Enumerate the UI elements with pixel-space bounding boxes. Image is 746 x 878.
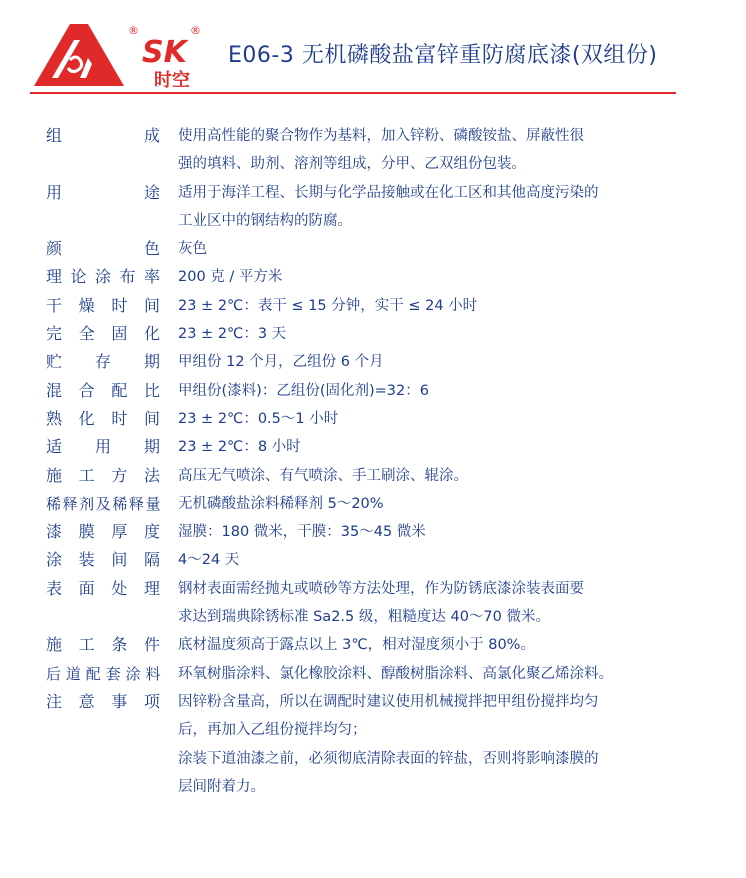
logo-brand-letters: SK [142,35,187,70]
spec-row [46,660,686,688]
spec-value [160,405,686,433]
spec-row [46,263,686,291]
spec-value [160,263,686,291]
spec-label: 适用期 [46,437,160,457]
spec-value-line: 因锌粉含量高，所以在调配时建议使用机械搅拌把甲组份搅拌均匀 [178,693,599,710]
spec-row [46,688,686,801]
spec-row [46,631,686,659]
spec-label: 表面处理 [46,578,160,598]
spec-value-line: 甲组份(漆料)：乙组份(固化剂)=32：6 [178,382,429,399]
spec-value-line: 高压无气喷涂、有气喷涂、手工刷涂、辊涂。 [178,467,468,484]
spec-row [46,320,686,348]
spec-label: 混合配比 [46,380,160,400]
spec-value-line: 层间附着力。 [178,778,265,795]
logo-registered-mark-right: ® [190,24,201,37]
spec-value-line: 23 ± 2℃：表干 ≤ 15 分钟，实干 ≤ 24 小时 [178,297,478,314]
spec-row [46,462,686,490]
spec-value-line: 钢材表面需经抛丸或喷砂等方法处理，作为防锈底漆涂装表面要 [178,580,584,597]
spec-value-line: 强的填料、助剂、溶剂等组成，分甲、乙双组份包装。 [178,156,526,173]
spec-value [160,433,686,461]
spec-label: 干燥时间 [46,295,160,315]
spec-value-line: 湿膜：180 微米，干膜：35～45 微米 [178,524,426,541]
spec-value-line: 后，再加入乙组份搅拌均匀； [178,722,367,739]
spec-row [46,292,686,320]
spec-value-line: 4～24 天 [178,552,240,569]
spec-value [160,235,686,263]
spec-label: 注意事项 [46,691,160,711]
spec-row [46,122,686,179]
product-title: E06-3 无机磷酸盐富锌重防腐底漆(双组份) [228,43,658,68]
spec-row [46,235,686,263]
spec-value [160,490,686,518]
spec-row [46,546,686,574]
spec-label: 完全固化 [46,324,160,344]
spec-list [46,122,686,801]
spec-value [160,122,686,179]
spec-value-line: 200 克 / 平方米 [178,269,283,286]
spec-label: 涂装间隔 [46,550,160,570]
spec-value [160,631,686,659]
spec-value [160,348,686,376]
spec-label: 施工条件 [46,635,160,655]
spec-row [46,490,686,518]
spec-row [46,405,686,433]
spec-value [160,518,686,546]
spec-row [46,518,686,546]
spec-label: 用途 [46,182,160,202]
header-divider [30,92,676,94]
spec-value-line: 灰色 [178,241,207,258]
spec-value-line: 求达到瑞典除锈标准 Sa2.5 级，粗糙度达 40～70 微米。 [178,609,550,626]
spec-value [160,292,686,320]
spec-value-line: 工业区中的钢结构的防腐。 [178,212,352,229]
spec-value-line: 无机磷酸盐涂料稀释剂 5～20% [178,495,384,512]
spec-value-line: 使用高性能的聚合物作为基料，加入锌粉、磷酸铵盐、屏蔽性很 [178,128,584,144]
spec-row [46,348,686,376]
spec-value-line: 底材温度须高于露点以上 3℃，相对湿度须小于 80%。 [178,637,535,654]
spec-label: 稀释剂及稀释量 [46,494,160,513]
spec-label: 后道配套涂料 [46,664,160,683]
brand-logo [30,18,210,90]
spec-value [160,688,686,801]
spec-value [160,575,686,632]
spec-value-line: 23 ± 2℃：3 天 [178,326,287,343]
spec-value-line: 环氧树脂涂料、氯化橡胶涂料、醇酸树脂涂料、高氯化聚乙烯涂料。 [178,665,613,682]
spec-label: 施工方法 [46,465,160,485]
spec-row [46,575,686,632]
spec-row [46,179,686,236]
spec-value [160,660,686,688]
spec-label: 组成 [46,126,160,145]
spec-value-line: 23 ± 2℃：0.5～1 小时 [178,410,339,427]
spec-value [160,320,686,348]
spec-value-line: 23 ± 2℃：8 小时 [178,439,301,456]
spec-value [160,546,686,574]
spec-value-line: 涂装下道油漆之前，必须彻底清除表面的锌盐，否则将影响漆膜的 [178,750,599,767]
spec-value [160,377,686,405]
spec-value [160,179,686,236]
spec-value-line: 甲组份 12 个月，乙组份 6 个月 [178,354,384,371]
spec-row [46,377,686,405]
spec-row [46,433,686,461]
logo-registered-mark-left: ® [128,24,139,37]
logo-brand-cn: 时空 [154,70,190,90]
spec-label: 贮存期 [46,352,160,372]
spec-label: 颜色 [46,239,160,259]
spec-value-line: 适用于海洋工程、长期与化学品接触或在化工区和其他高度污染的 [178,184,599,201]
document-header [0,0,746,100]
spec-label: 理论涂布率 [46,267,160,287]
spec-label: 熟化时间 [46,408,160,428]
spec-label: 漆膜厚度 [46,522,160,542]
spec-value [160,462,686,490]
logo-mountain-shape [34,24,124,86]
